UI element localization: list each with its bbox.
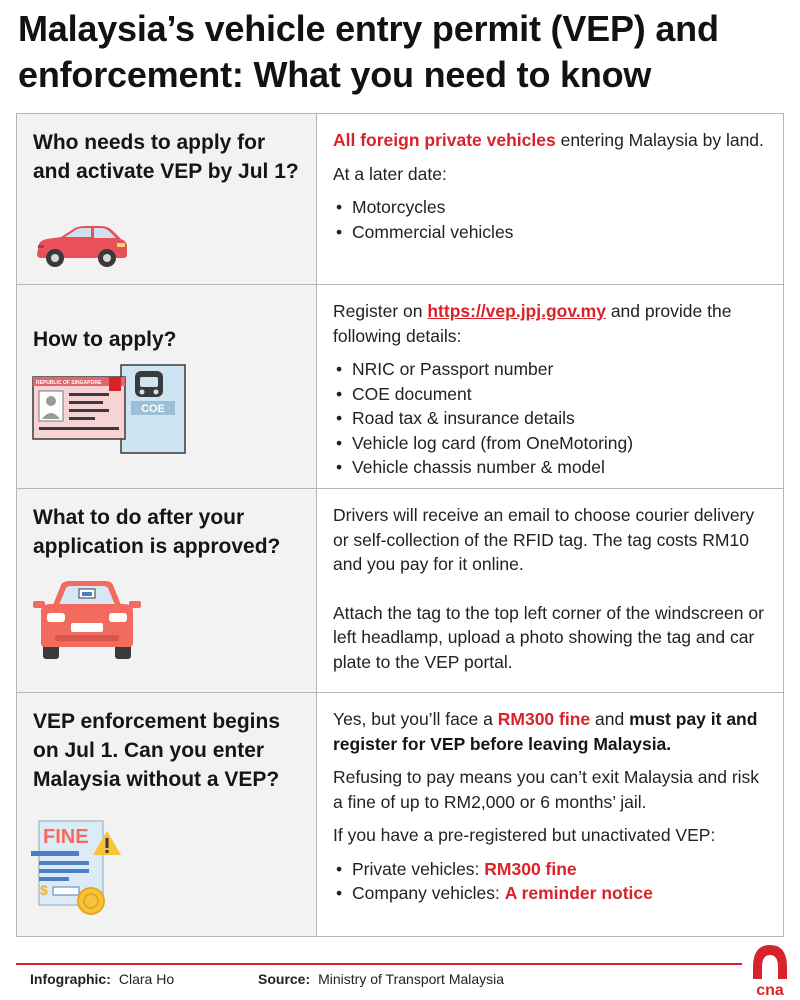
fine-notice-icon [31,819,135,917]
answer-paragraph: Refusing to pay means you can’t exit Malaysia and risk a fine of up to RM2,000 or 6 months’ jail. [333,767,760,812]
answer-cell [317,114,783,284]
red-car-icon [31,222,131,270]
list-item: • Vehicle log card (from OneMotoring) [333,431,767,456]
highlight-text: All foreign private vehicles [333,130,556,150]
list-item: • COE document [333,382,767,407]
question-cell [17,114,317,284]
answer-paragraph: Attach the tag to the top left corner of the windscreen or left headlamp, upload a photo showing the tag and car plate to the VEP portal. [333,602,764,672]
title-line-1: Malaysia’s vehicle entry permit (VEP) and [18,8,719,49]
list-item: • Road tax & insurance details [333,406,767,431]
item-label: Private vehicles: [352,858,485,879]
fine-label: FINE [43,826,89,848]
info-table [16,113,784,937]
answer-text: and [590,709,630,729]
footer-divider [16,963,742,965]
vep-portal-link[interactable]: https://vep.jpj.gov.my [427,301,606,321]
documents-icon [31,363,191,459]
table-row [17,489,783,693]
answer-cell [317,693,783,936]
car-front-icon [31,577,143,661]
title-line-2: enforcement: What you need to know [18,54,652,95]
question-text: Who needs to apply for and activate VEP by Jul 1? [33,131,299,183]
answer-text: and provide the following details: [333,301,732,346]
question-cell [17,489,317,692]
svg-text:cna: cna [756,982,784,997]
list-item [333,881,767,906]
details-list [333,357,767,480]
must-pay-text: must pay it and register for VEP before leaving Malaysia. [333,709,758,754]
answer-text: Register on [333,301,428,321]
question-text: VEP enforcement begins on Jul 1. Can you enter Malaysia without a VEP? [33,710,281,791]
infographic-credit: Infographic: Clara Ho [30,971,175,987]
fine-highlight: RM300 fine [497,709,591,729]
item-value: RM300 fine [484,858,577,879]
answer-cell [317,285,783,488]
answer-text: entering Malaysia by land. [555,130,764,150]
question-text: How to apply? [33,328,177,351]
svg-text:$: $ [40,882,48,898]
item-value: A reminder notice [504,883,653,903]
answer-text: Yes, but you’ll face a [333,709,498,729]
table-row [17,285,783,489]
list-item [333,857,767,882]
list-item: • NRIC or Passport number [333,357,767,382]
question-text: What to do after your application is approved? [33,506,281,558]
coe-label: COE [141,403,165,415]
list-item: • Motorcycles [333,195,767,220]
later-label: At a later date: [333,163,447,184]
answer-cell [317,489,783,692]
cna-logo-icon [748,941,792,997]
footer [0,937,800,1000]
answer-paragraph: If you have a pre-registered but unactivated VEP: [333,825,716,845]
list-item: • Vehicle chassis number & model [333,455,767,480]
answer-paragraph: Drivers will receive an email to choose courier delivery or self-collection of the RFID tag. The tag costs RM10 and you pay for it online. [333,505,755,574]
question-cell [17,693,317,936]
vehicle-list [333,195,767,244]
card-header-text: REPUBLIC OF SINGAPORE [36,380,102,386]
item-label: Company vehicles: [352,883,505,903]
source-credit: Source: Ministry of Transport Malaysia [258,971,505,987]
list-item: • Commercial vehicles [333,220,767,245]
table-row [17,693,783,936]
penalty-list [333,857,767,906]
question-cell [17,285,317,488]
table-row [17,114,783,285]
infographic-title [18,6,788,98]
